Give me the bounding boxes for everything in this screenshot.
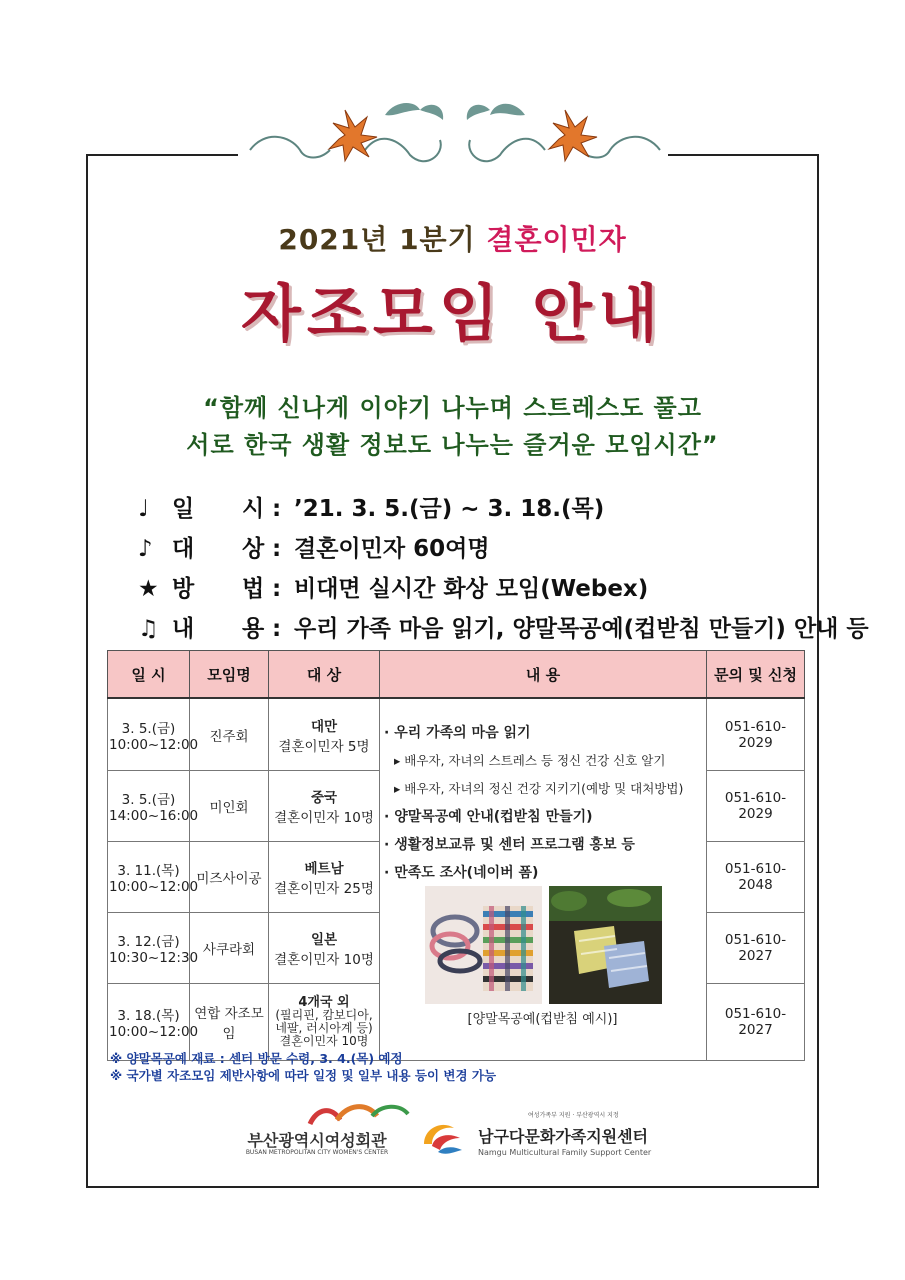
date-text: 3. 18.(목) [117,1008,180,1024]
table-header-row [108,651,805,699]
cell-name: 미즈사이공 [190,842,269,913]
country-text: 4개국 외 [298,995,350,1010]
info-key: 상 [242,536,265,562]
cell-content [380,698,707,1061]
beamed-notes-icon: ♫ [138,616,159,642]
target-text: 결혼이민자 10명 [279,1034,369,1048]
header-date: 일 시 [108,651,190,699]
coaster-photo-2 [549,886,662,1004]
quote-line1: “함께 신나게 이야기 나누며 스트레스도 풀고 [203,394,702,422]
cell-name: 사쿠라회 [190,913,269,984]
header-target: 대 상 [269,651,380,699]
country-text: 중국 [310,790,338,806]
note-change: ※ 국가별 자조모임 제반사항에 따라 일정 및 일부 내용 등이 변경 가능 [110,1068,497,1083]
page-title: 자조모임 안내 [241,277,664,350]
time-text: 14:00~16:00 [109,808,199,824]
multicultural-center-subtitle: Namgu Multicultural Family Support Center [478,1148,652,1157]
info-key: 일 [172,496,195,522]
cell-target [269,842,380,913]
cell-contact: 051-610-2027 [707,913,805,984]
eighth-note-icon: ♪ [138,536,153,562]
cell-name: 연합 자조모임 [190,984,269,1061]
cell-target [269,698,380,771]
note-materials: ※ 양말목공예 재료 : 센터 방문 수령, 3. 4.(목) 예정 [110,1051,403,1066]
multicultural-center-logo [420,1110,660,1166]
cell-name: 미인회 [190,771,269,842]
date-text: 3. 5.(금) [121,720,176,737]
info-value: 결혼이민자 60여명 [294,536,490,562]
country-text: 일본 [310,932,338,948]
content-item: · 만족도 조사(네이버 폼) [384,865,539,881]
star-icon: ★ [138,576,159,602]
title-highlight: 결혼이민자 [486,223,627,256]
country-text: 베트남 [304,861,344,877]
quote-line2: 서로 한국 생활 정보도 나누는 즐거운 모임시간” [186,431,719,459]
time-text: 10:00~12:00 [109,879,199,895]
cell-target [269,771,380,842]
info-key: 시 [242,496,265,522]
cell-date [108,913,199,984]
info-row-content: ♫ 내 용 : 우리 가족 마음 읽기, 양말목공예(컵받침 만들기) 안내 등 [138,610,869,643]
multicultural-center-name: 남구다문화가족지원센터 [478,1127,649,1146]
header-content: 내 용 [380,651,707,699]
content-item: · 우리 가족의 마음 읽기 [384,725,531,741]
content-item: · 생활정보교류 및 센터 프로그램 홍보 등 [384,837,635,853]
title-line1 [0,218,905,258]
info-row-target: ♪ 대 상 : 결혼이민자 60여명 [138,530,490,563]
cell-contact: 051-610-2029 [707,771,805,842]
info-value: 우리 가족 마음 읽기, 양말목공예(컵받침 만들기) 안내 등 [294,616,869,642]
target-text: 결혼이민자 5명 [278,738,370,755]
target-text: 결혼이민자 10명 [274,952,374,968]
multicultural-logo-icon [420,1116,464,1160]
cell-date [108,771,199,842]
rainbow-logo-icon [222,1098,412,1128]
cell-date [108,842,199,913]
info-value: ’21. 3. 5.(금) ~ 3. 18.(목) [294,496,605,522]
womens-center-logo [222,1098,412,1158]
target-text: 결혼이민자 10명 [274,810,374,826]
content-item: · 양말목공예 안내(컵받침 만들기) [384,809,593,825]
time-text: 10:00~12:00 [109,736,199,753]
quarter-note-icon: ♩ [138,496,149,522]
time-text: 10:00~12:00 [109,1024,199,1040]
info-key: 법 [242,576,265,602]
content-subitem: ▸ 배우자, 자녀의 정신 건강 지키기(예방 및 대처방법) [394,781,684,796]
info-row-method: ★ 방 법 : 비대면 실시간 화상 모임(Webex) [138,570,648,603]
info-key: 용 [242,616,265,642]
coaster-photo-1 [425,886,542,1004]
logo-supporter-text: 여성가족부 지원 · 부산광역시 지정 [528,1112,619,1119]
date-text: 3. 11.(목) [117,863,180,879]
info-row-schedule: ♩ 일 시 : ’21. 3. 5.(금) ~ 3. 18.(목) [138,490,604,523]
floral-ornament [245,95,665,175]
womens-center-name: 부산광역시여성회관 [247,1131,387,1150]
title-prefix: 2021년 1분기 [278,223,476,256]
country-text: 대만 [310,718,338,735]
time-text: 10:30~12:30 [109,950,199,966]
womens-center-subtitle: BUSAN METROPOLITAN CITY WOMEN'S CENTER [245,1149,389,1156]
countries-detail-text: (필리핀, 캄보디아, 네팔, 러시아계 등) [275,1008,373,1035]
info-key: 방 [172,576,195,602]
header-name: 모임명 [190,651,269,699]
info-key: 대 [172,536,195,562]
date-text: 3. 5.(금) [121,792,176,808]
photo-caption: [양말목공예(컵받침 예시)] [467,1012,618,1027]
header-contact: 문의 및 신청 [707,651,805,699]
content-subitem: ▸ 배우자, 자녀의 스트레스 등 정신 건강 신호 알기 [394,753,666,768]
cell-date [108,698,199,771]
info-value: 비대면 실시간 화상 모임(Webex) [294,576,649,602]
target-text: 결혼이민자 25명 [274,881,374,897]
info-key: 내 [172,616,195,642]
cell-name: 진주회 [190,698,269,771]
cell-contact: 051-610-2027 [707,984,805,1061]
cell-contact: 051-610-2029 [707,698,805,771]
cell-target [269,913,380,984]
date-text: 3. 12.(금) [117,934,180,950]
schedule-table [107,650,805,1061]
cell-contact: 051-610-2048 [707,842,805,913]
table-row [108,698,805,771]
